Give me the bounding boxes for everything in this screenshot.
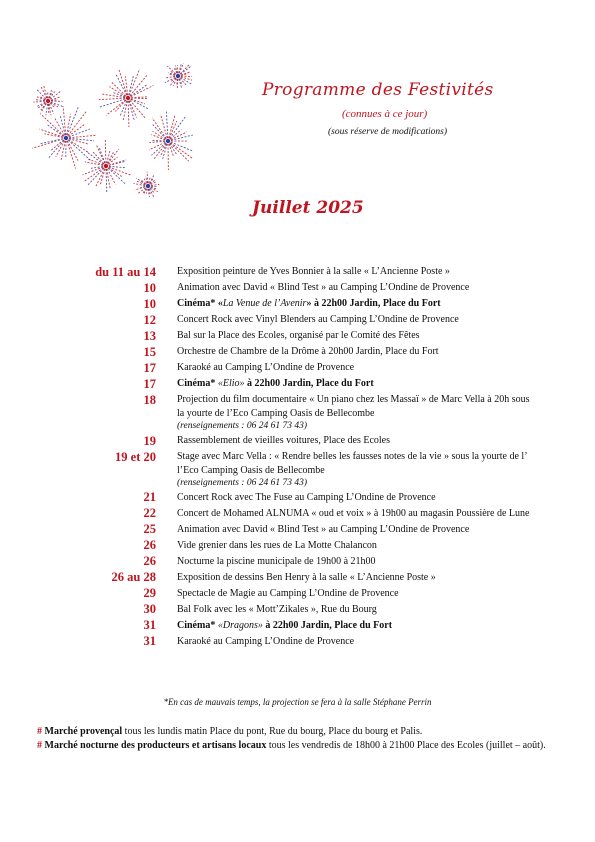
firework-spark bbox=[44, 86, 47, 98]
cinema-details: à 22h00 Jardin, Place du Fort bbox=[244, 378, 374, 390]
event-description bbox=[177, 601, 537, 616]
event-row bbox=[60, 376, 550, 392]
event-date: 29 bbox=[143, 586, 156, 601]
event-description bbox=[177, 360, 537, 375]
event-row bbox=[60, 312, 550, 328]
event-description bbox=[177, 553, 537, 568]
hash-marker: # bbox=[37, 740, 42, 751]
event-text: Orchestre de Chambre de la Drôme à 20h00 Jardin, Place du Fort bbox=[177, 346, 439, 358]
event-date: 31 bbox=[143, 618, 156, 633]
market-name: Marché provençal bbox=[44, 726, 123, 737]
firework-spark bbox=[107, 169, 111, 189]
firework-spark bbox=[67, 106, 79, 135]
firework-spark bbox=[67, 141, 78, 161]
event-description bbox=[177, 585, 537, 600]
firework-spark bbox=[167, 66, 176, 74]
event-date: 17 bbox=[143, 361, 156, 375]
firework-spark bbox=[99, 148, 105, 163]
firework-spark bbox=[131, 97, 148, 98]
event-row bbox=[60, 344, 550, 360]
event-date: 19 bbox=[143, 433, 156, 448]
event-row bbox=[60, 585, 550, 601]
firework-spark bbox=[177, 79, 178, 86]
firework-spark bbox=[130, 85, 147, 97]
event-description bbox=[177, 376, 537, 391]
event-description bbox=[177, 392, 537, 433]
firework-spark bbox=[150, 141, 165, 142]
event-description bbox=[177, 344, 537, 359]
event-row bbox=[60, 264, 550, 280]
event-row bbox=[60, 489, 550, 505]
film-title: «Elio» bbox=[217, 378, 245, 390]
event-date: 25 bbox=[143, 522, 156, 537]
firework-spark bbox=[105, 139, 106, 163]
firework-spark bbox=[35, 100, 45, 101]
event-row bbox=[60, 569, 550, 585]
firework-spark bbox=[129, 69, 140, 95]
event-date: 26 au 28 bbox=[111, 570, 156, 585]
event-text: Exposition peinture de Yves Bonnier à la salle « L’Ancienne Poste » bbox=[177, 266, 450, 278]
event-row bbox=[60, 280, 550, 296]
cinema-label: Cinéma* bbox=[177, 378, 218, 390]
event-date: 12 bbox=[143, 313, 156, 327]
event-text: Karaoké au Camping L’Ondine de Provence bbox=[177, 635, 355, 647]
event-date: du 11 au 14 bbox=[95, 265, 156, 279]
fireworks-illustration bbox=[28, 46, 203, 201]
event-description bbox=[177, 280, 537, 295]
firework-spark bbox=[125, 76, 127, 95]
firework-spark bbox=[33, 101, 45, 102]
event-date: 10 bbox=[143, 297, 156, 311]
firework-core bbox=[166, 139, 170, 143]
firework-spark bbox=[84, 168, 104, 182]
market-name: Marché nocturne des producteurs et artisans locaux bbox=[44, 740, 267, 751]
firework-spark bbox=[166, 111, 167, 138]
event-text: Exposition de dessins Ben Henry à la salle « L’Ancienne Poste » bbox=[177, 571, 436, 583]
firework-spark bbox=[46, 104, 48, 115]
firework-spark bbox=[41, 104, 47, 113]
event-text: Rassemblement de vieilles voitures, Place des Ecoles bbox=[177, 435, 390, 447]
market-details: tous les vendredis de 18h00 à 21h00 Place des Ecoles (juillet – août). bbox=[266, 740, 546, 751]
firework-spark bbox=[109, 166, 125, 167]
firework-spark bbox=[153, 131, 166, 139]
market-line bbox=[37, 725, 547, 739]
event-date: 26 bbox=[143, 554, 156, 569]
event-description bbox=[177, 328, 537, 343]
event-row bbox=[60, 617, 550, 633]
firework-core bbox=[64, 136, 68, 140]
event-description bbox=[177, 537, 537, 552]
firework-spark bbox=[109, 160, 126, 165]
film-title: «Dragons» bbox=[217, 619, 263, 631]
event-row bbox=[60, 449, 550, 490]
event-text: Concert Rock avec Vinyl Blenders au Camping L’Ondine de Provence bbox=[177, 314, 459, 326]
firework-spark bbox=[109, 167, 131, 175]
hash-marker: # bbox=[37, 726, 42, 737]
event-description bbox=[177, 521, 537, 536]
event-text: Stage avec Marc Vella : « Rendre belles les fausses notes de la vie » sous la yourte de l’ l’Eco Camping Oasis de Bellecombe bbox=[177, 451, 527, 476]
event-text: Bal Folk avec les « Mott’Zikales », Rue du Bourg bbox=[177, 603, 377, 615]
firework-spark bbox=[165, 76, 175, 78]
firework-spark bbox=[68, 140, 91, 161]
firework-spark bbox=[134, 184, 145, 186]
event-description bbox=[177, 617, 537, 632]
event-row bbox=[60, 537, 550, 553]
firework-spark bbox=[123, 101, 127, 121]
event-date: 18 bbox=[143, 393, 156, 407]
event-text: Projection du film documentaire « Un piano chez les Massaï » de Marc Vella à 20h sous la yourte de l’Eco Camping Oasis de Bellecombe bbox=[177, 394, 530, 419]
cinema-details: » à 22h00 Jardin, Place du Fort bbox=[306, 298, 441, 310]
event-date: 22 bbox=[143, 506, 156, 521]
event-description bbox=[177, 449, 537, 490]
firework-spark bbox=[149, 142, 165, 150]
event-date: 30 bbox=[143, 602, 156, 617]
firework-spark bbox=[131, 85, 154, 96]
event-text: Concert de Mohamed ALNUMA « oud et voix » à 19h00 au magasin Poussière de Lune bbox=[177, 507, 530, 519]
cinema-details: à 22h00 Jardin, Place du Fort bbox=[262, 619, 393, 631]
event-date: 31 bbox=[143, 634, 156, 649]
event-description bbox=[177, 505, 537, 520]
firework-spark bbox=[68, 111, 87, 135]
event-row bbox=[60, 505, 550, 521]
cinema-label: Cinéma* « bbox=[177, 298, 223, 310]
firework-spark bbox=[151, 186, 157, 187]
firework-spark bbox=[153, 143, 166, 159]
event-row bbox=[60, 633, 550, 649]
firework-spark bbox=[163, 144, 167, 159]
film-title: La Venue de l’Avenir bbox=[222, 298, 307, 310]
market-line bbox=[37, 739, 547, 753]
event-text: Karaoké au Camping L’Ondine de Provence bbox=[177, 362, 355, 374]
firework-spark bbox=[50, 92, 55, 99]
event-date: 17 bbox=[143, 377, 156, 391]
event-contact: (renseignements : 06 24 61 73 43) bbox=[177, 477, 307, 488]
rain-footnote: *En cas de mauvais temps, la projection se fera à la salle Stéphane Perrin bbox=[163, 697, 432, 707]
firework-spark bbox=[106, 100, 126, 116]
event-description bbox=[177, 296, 537, 311]
market-details: tous les lundis matin Place du pont, Rue du bourg, Place du bourg et Palis. bbox=[122, 726, 423, 737]
firework-spark bbox=[106, 169, 107, 193]
event-text: Bal sur la Place des Ecoles, organisé par le Comité des Fêtes bbox=[177, 330, 420, 342]
firework-spark bbox=[180, 78, 186, 85]
firework-spark bbox=[170, 143, 189, 161]
firework-spark bbox=[151, 143, 165, 155]
firework-core bbox=[176, 74, 180, 78]
event-description bbox=[177, 312, 537, 327]
page-subtitle: (connues à ce jour) bbox=[342, 108, 428, 120]
firework-spark bbox=[128, 101, 129, 127]
firework-core bbox=[104, 164, 108, 168]
event-description bbox=[177, 264, 537, 279]
event-text: Animation avec David « Blind Test » au Camping L’Ondine de Provence bbox=[177, 523, 470, 535]
firework-core bbox=[146, 184, 150, 188]
event-date: 13 bbox=[143, 329, 156, 343]
month-heading: Juillet 2025 bbox=[252, 198, 364, 218]
page-title: Programme des Festivités bbox=[262, 80, 494, 100]
event-text: Vide grenier dans les rues de La Motte Chalancon bbox=[177, 539, 377, 551]
event-text: Concert Rock avec The Fuse au Camping L’Ondine de Provence bbox=[177, 491, 436, 503]
firework-core bbox=[46, 99, 50, 103]
events-list bbox=[60, 264, 550, 649]
firework-spark bbox=[98, 99, 125, 108]
event-text: Animation avec David « Blind Test » au Camping L’Ondine de Provence bbox=[177, 282, 470, 294]
firework-spark bbox=[181, 77, 192, 80]
firework-spark bbox=[61, 141, 65, 160]
event-description bbox=[177, 489, 537, 504]
event-row bbox=[60, 296, 550, 312]
firework-spark bbox=[151, 184, 159, 185]
cinema-label: Cinéma* bbox=[177, 619, 218, 631]
markets-section bbox=[37, 725, 547, 753]
firework-core bbox=[126, 96, 130, 100]
event-row bbox=[60, 392, 550, 433]
event-row bbox=[60, 433, 550, 449]
event-text: Nocturne la piscine municipale de 19h00 à 21h00 bbox=[177, 555, 376, 567]
event-date: 19 et 20 bbox=[115, 449, 156, 464]
firework-spark bbox=[99, 98, 125, 99]
firework-spark bbox=[41, 86, 47, 98]
firework-spark bbox=[69, 140, 89, 153]
event-description bbox=[177, 569, 537, 584]
event-date: 10 bbox=[143, 281, 156, 295]
firework-spark bbox=[107, 150, 110, 163]
event-row bbox=[60, 601, 550, 617]
event-description bbox=[177, 433, 537, 448]
event-row bbox=[60, 553, 550, 569]
event-contact: (renseignements : 06 24 61 73 43) bbox=[177, 421, 307, 432]
event-date: 26 bbox=[143, 538, 156, 553]
firework-spark bbox=[150, 188, 154, 193]
firework-spark bbox=[96, 169, 105, 187]
event-date: 21 bbox=[143, 490, 156, 505]
event-row bbox=[60, 360, 550, 376]
event-date: 15 bbox=[143, 345, 156, 359]
event-description bbox=[177, 633, 537, 648]
event-row bbox=[60, 521, 550, 537]
event-row bbox=[60, 328, 550, 344]
event-text: Spectacle de Magie au Camping L’Ondine de Provence bbox=[177, 587, 399, 599]
reserve-note: (sous réserve de modifications) bbox=[328, 127, 447, 137]
firework-spark bbox=[82, 167, 103, 175]
